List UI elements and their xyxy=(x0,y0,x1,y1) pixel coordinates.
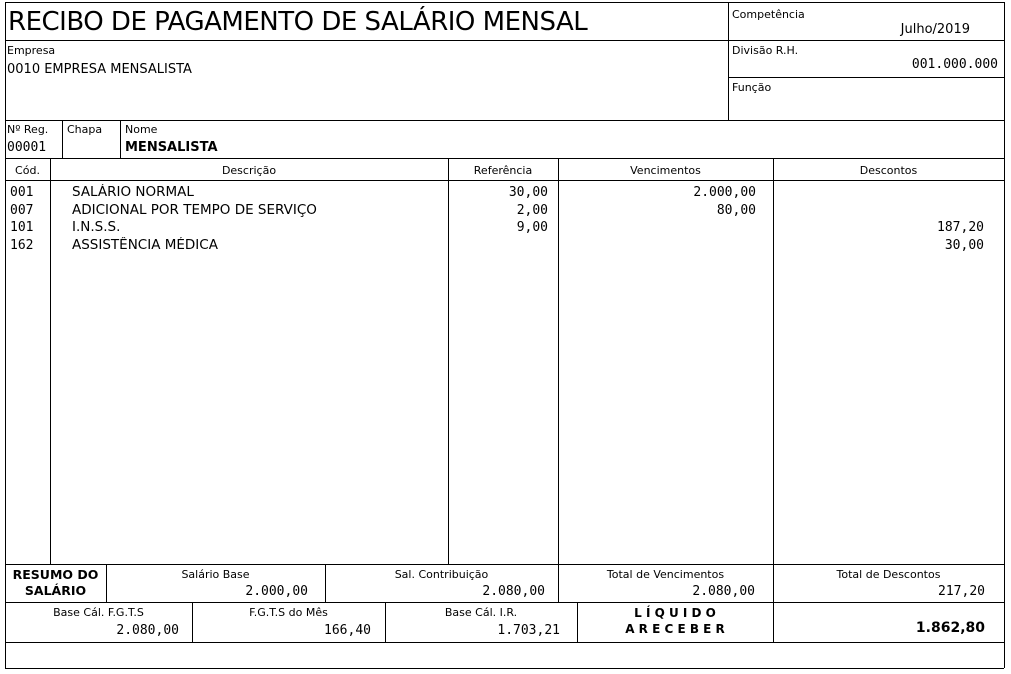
total-descontos-label: Total de Descontos xyxy=(836,568,941,581)
table-row-descricao: SALÁRIO NORMAL xyxy=(72,184,194,200)
nome-value: MENSALISTA xyxy=(125,140,218,155)
reg-label: Nº Reg. xyxy=(7,123,49,136)
col-cod xyxy=(10,184,48,254)
liquido-value: 1.862,80 xyxy=(915,620,985,636)
table-row-referencia: 30,00 xyxy=(508,185,548,200)
salario-base-value: 2.000,00 xyxy=(245,584,308,599)
col-descontos xyxy=(775,184,984,254)
table-row-descontos: 30,00 xyxy=(944,237,984,253)
table-row-vencimentos: 80,00 xyxy=(716,202,756,218)
resumo-label-line2: SALÁRIO xyxy=(24,583,87,598)
total-vencimentos-label: Total de Vencimentos xyxy=(606,568,725,581)
base-fgts-value: 2.080,00 xyxy=(116,623,179,638)
base-fgts-label: Base Cál. F.G.T.S xyxy=(53,606,144,619)
divisao-value: 001.000.000 xyxy=(911,57,998,72)
table-row-referencia: 2,00 xyxy=(516,202,548,218)
divisao-label: Divisão R.H. xyxy=(732,44,799,57)
table-row-cod: 162 xyxy=(10,237,34,253)
table-row-referencia: 9,00 xyxy=(516,220,548,235)
resumo-label-line1: RESUMO DO xyxy=(12,567,99,582)
table-row-vencimentos: 2.000,00 xyxy=(693,185,756,200)
header-descricao: Descrição xyxy=(221,164,277,177)
base-ir-label: Base Cál. I.R. xyxy=(444,606,518,619)
liquido-label-line1: L Í Q U I D O xyxy=(634,606,716,620)
chapa-label: Chapa xyxy=(67,123,103,136)
empresa-label: Empresa xyxy=(7,44,56,57)
salario-base-label: Salário Base xyxy=(181,568,250,581)
total-vencimentos-value: 2.080,00 xyxy=(692,584,755,599)
liquido-label-line2: A R E C E B E R xyxy=(625,622,725,636)
table-row-descricao: I.N.S.S. xyxy=(72,219,121,235)
header-cod: Cód. xyxy=(15,164,40,177)
header-vencimentos: Vencimentos xyxy=(630,164,701,177)
table-row-descontos xyxy=(775,184,984,202)
fgts-mes-value: 166,40 xyxy=(324,623,371,638)
table-row-vencimentos xyxy=(560,219,756,237)
col-vencimentos xyxy=(560,184,756,254)
table-row-cod: 007 xyxy=(10,202,34,218)
table-row-descricao: ASSISTÊNCIA MÉDICA xyxy=(72,236,218,253)
competencia-label: Competência xyxy=(732,8,805,21)
base-ir-value: 1.703,21 xyxy=(497,623,560,638)
nome-label: Nome xyxy=(125,123,158,136)
header-descontos: Descontos xyxy=(859,164,918,177)
col-descricao xyxy=(72,184,442,254)
table-row-cod: 001 xyxy=(10,185,34,200)
table-row-vencimentos xyxy=(560,237,756,255)
header-referencia: Referência xyxy=(473,164,533,177)
table-row-descontos xyxy=(775,202,984,220)
sal-contribuicao-value: 2.080,00 xyxy=(482,584,545,599)
page-title: RECIBO DE PAGAMENTO DE SALÁRIO MENSAL xyxy=(8,7,588,37)
total-descontos-value: 217,20 xyxy=(938,584,985,599)
table-row-cod: 101 xyxy=(10,220,34,235)
funcao-label: Função xyxy=(732,81,772,94)
col-referencia xyxy=(450,184,548,254)
reg-value: 00001 xyxy=(7,140,47,155)
competencia-value: Julho/2019 xyxy=(900,22,970,37)
sal-contribuicao-label: Sal. Contribuição xyxy=(394,568,489,581)
table-row-descontos: 187,20 xyxy=(937,220,984,235)
table-row-descricao: ADICIONAL POR TEMPO DE SERVIÇO xyxy=(72,201,317,218)
empresa-value: 0010 EMPRESA MENSALISTA xyxy=(7,62,192,77)
table-row-referencia xyxy=(450,237,548,255)
fgts-mes-label: F.G.T.S do Mês xyxy=(249,606,328,619)
